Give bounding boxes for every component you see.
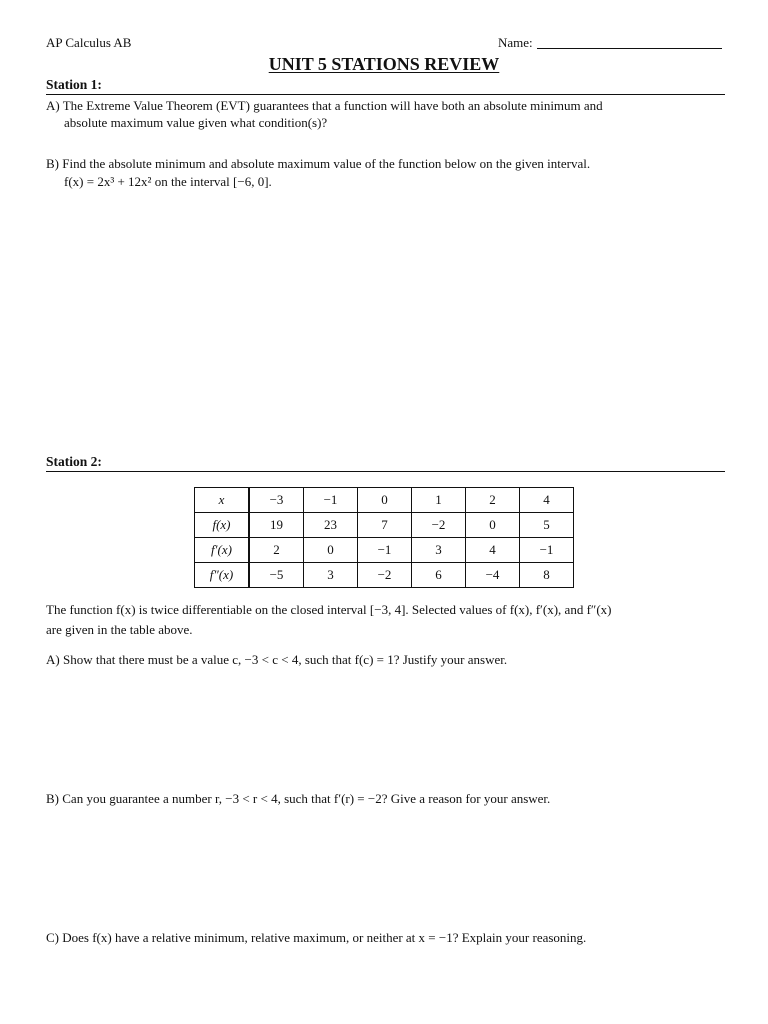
table-cell: −1: [304, 488, 358, 513]
table-cell: 0: [358, 488, 412, 513]
table-cell: 4: [466, 538, 520, 563]
station-1-question-a-line-2: absolute maximum value given what condition(s)?: [64, 115, 328, 130]
table-cell: 6: [412, 563, 466, 588]
table-cell: −3: [249, 488, 304, 513]
table-cell: −1: [520, 538, 574, 563]
table-cell: −1: [358, 538, 412, 563]
station-2-question-b: B) Can you guarantee a number r, −3 < r < 4, such that f′(r) = −2? Give a reason for your answer.: [46, 791, 551, 806]
table-row: [195, 538, 574, 563]
table-cell: 0: [304, 538, 358, 563]
table-cell: 23: [304, 513, 358, 538]
table-cell: 3: [412, 538, 466, 563]
course-name: AP Calculus AB: [46, 35, 132, 50]
values-table: [194, 487, 574, 588]
table-cell: 4: [520, 488, 574, 513]
table-row-label: f′(x): [195, 538, 250, 563]
table-cell: 8: [520, 563, 574, 588]
station-1-question-b-line-1: B) Find the absolute minimum and absolute maximum value of the function below on the given interval.: [46, 156, 591, 171]
name-blank-line[interactable]: [537, 48, 722, 49]
table-cell: 2: [249, 538, 304, 563]
table-cell: 0: [466, 513, 520, 538]
station-1-question-a-line-1: A) The Extreme Value Theorem (EVT) guarantees that a function will have both an absolute minimum and: [46, 98, 603, 113]
station-1-heading: Station 1:: [46, 77, 725, 95]
page-title: [0, 54, 768, 75]
name-label: Name:: [498, 35, 533, 50]
station-2-heading: Station 2:: [46, 454, 725, 472]
table-cell: −2: [412, 513, 466, 538]
table-cell: 2: [466, 488, 520, 513]
table-cell: −2: [358, 563, 412, 588]
table-cell: 3: [304, 563, 358, 588]
table-cell: 5: [520, 513, 574, 538]
table-row-label: f″(x): [195, 563, 250, 588]
table-cell: 19: [249, 513, 304, 538]
table-cell: −5: [249, 563, 304, 588]
table-row-label: x: [195, 488, 250, 513]
table-cell: −4: [466, 563, 520, 588]
table-row-label: f(x): [195, 513, 250, 538]
table-row: [195, 513, 574, 538]
table-row: [195, 488, 574, 513]
table-cell: 1: [412, 488, 466, 513]
station-1-question-b-function: f(x) = 2x³ + 12x² on the interval [−6, 0].: [64, 174, 272, 189]
table-row: [195, 563, 574, 588]
station-2-intro-line-1: The function f(x) is twice differentiable on the closed interval [−3, 4]. Selected values of f(x), f′(x), and f″(x): [46, 602, 612, 617]
station-2-question-a: A) Show that there must be a value c, −3 < c < 4, such that f(c) = 1? Justify your answer.: [46, 652, 508, 667]
station-2-intro-line-2: are given in the table above.: [46, 622, 193, 637]
table-cell: 7: [358, 513, 412, 538]
page-title-text: UNIT 5 STATIONS REVIEW: [268, 54, 500, 74]
station-2-question-c: C) Does f(x) have a relative minimum, relative maximum, or neither at x = −1? Explain your reasoning.: [46, 930, 587, 945]
